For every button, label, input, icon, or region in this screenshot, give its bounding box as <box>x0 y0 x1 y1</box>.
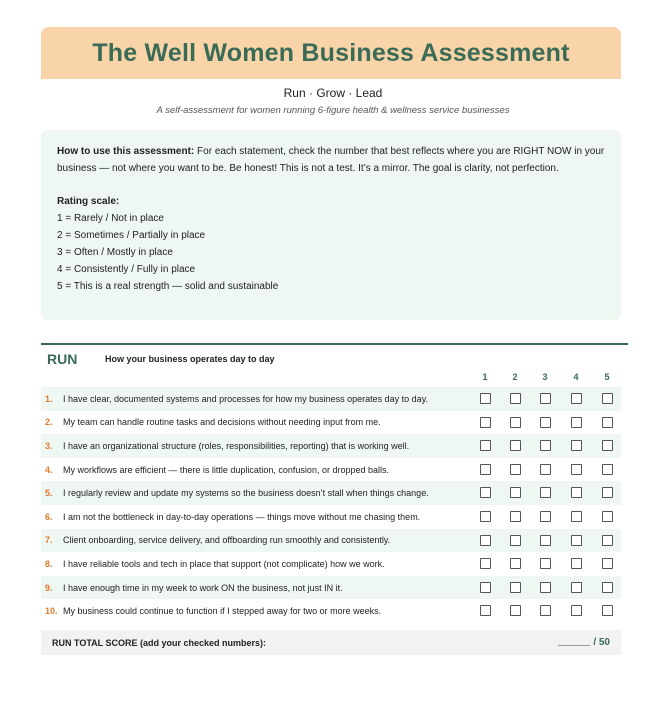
rating-scale-title: Rating scale: <box>57 196 120 207</box>
score-blank[interactable] <box>558 645 590 646</box>
rating-checkbox-4[interactable] <box>571 582 582 593</box>
rating-checkbox-5[interactable] <box>602 535 613 546</box>
rating-checkbox-3[interactable] <box>540 605 551 616</box>
rating-checkbox-1[interactable] <box>480 393 491 404</box>
rating-checkbox-5[interactable] <box>602 558 613 569</box>
statement-row <box>41 576 621 600</box>
rating-checkbox-3[interactable] <box>540 464 551 475</box>
statement-number: 2. <box>45 417 53 428</box>
rating-checkbox-3[interactable] <box>540 511 551 522</box>
rating-scale-item: 3 = Often / Mostly in place <box>57 247 173 258</box>
section-description: How your business operates day to day <box>105 354 275 364</box>
column-header-4: 4 <box>573 372 579 382</box>
section-divider <box>41 343 628 345</box>
statement-row <box>41 552 621 576</box>
column-header-2: 2 <box>512 372 518 382</box>
rating-checkbox-4[interactable] <box>571 417 582 428</box>
rating-checkbox-3[interactable] <box>540 535 551 546</box>
rating-checkbox-3[interactable] <box>540 558 551 569</box>
rating-checkbox-1[interactable] <box>480 582 491 593</box>
statement-number: 5. <box>45 488 53 499</box>
total-score-field[interactable] <box>558 637 610 648</box>
rating-checkbox-4[interactable] <box>571 535 582 546</box>
statement-number: 8. <box>45 558 53 569</box>
statement-text: Client onboarding, service delivery, and offboarding run smoothly and consistently. <box>63 535 391 546</box>
rating-checkbox-1[interactable] <box>480 535 491 546</box>
rating-checkbox-4[interactable] <box>571 487 582 498</box>
instructions-body: For each statement, check the number that best reflects where you are RIGHT NOW in your business — not where you want to be. Be honest! This is not a test. It’s a mirror. The goal is clarity, not perfection. <box>57 146 605 174</box>
statement-row <box>41 529 621 553</box>
rating-checkbox-4[interactable] <box>571 605 582 616</box>
rating-checkbox-2[interactable] <box>510 582 521 593</box>
statement-row <box>41 387 621 411</box>
rating-checkbox-1[interactable] <box>480 417 491 428</box>
rating-checkbox-2[interactable] <box>510 417 521 428</box>
rating-checkbox-2[interactable] <box>510 487 521 498</box>
rating-scale-item: 4 = Consistently / Fully in place <box>57 264 196 275</box>
rating-checkbox-5[interactable] <box>602 440 613 451</box>
title-banner <box>41 27 621 79</box>
rating-scale-item: 1 = Rarely / Not in place <box>57 213 164 224</box>
tagline: Run · Grow · Lead <box>283 86 383 100</box>
rating-checkbox-5[interactable] <box>602 464 613 475</box>
statement-text: I am not the bottleneck in day-to-day operations — things move without me chasing them. <box>63 511 421 522</box>
statement-row <box>41 434 621 458</box>
rating-checkbox-3[interactable] <box>540 417 551 428</box>
rating-checkbox-5[interactable] <box>602 605 613 616</box>
rating-checkbox-5[interactable] <box>602 417 613 428</box>
rating-checkbox-4[interactable] <box>571 558 582 569</box>
statement-row <box>41 599 621 623</box>
rating-checkbox-5[interactable] <box>602 511 613 522</box>
statement-row <box>41 481 621 505</box>
rating-checkbox-2[interactable] <box>510 393 521 404</box>
rating-checkbox-1[interactable] <box>480 464 491 475</box>
rating-checkbox-4[interactable] <box>571 511 582 522</box>
column-header-1: 1 <box>482 372 488 382</box>
rating-scale-item: 5 = This is a real strength — solid and sustainable <box>57 281 279 292</box>
statement-text: My workflows are efficient — there is little duplication, confusion, or dropped balls. <box>63 464 389 475</box>
statement-row <box>41 411 621 435</box>
statement-text: I have reliable tools and tech in place that support (not complicate) how we work. <box>63 558 385 569</box>
rating-checkbox-2[interactable] <box>510 535 521 546</box>
rating-checkbox-2[interactable] <box>510 558 521 569</box>
column-header-5: 5 <box>604 372 610 382</box>
statement-number: 1. <box>45 393 53 404</box>
subtitle: A self-assessment for women running 6-figure health & wellness service businesses <box>156 105 510 116</box>
statement-number: 7. <box>45 535 53 546</box>
column-header-3: 3 <box>542 372 548 382</box>
statement-number: 3. <box>45 440 53 451</box>
rating-checkbox-1[interactable] <box>480 487 491 498</box>
statement-number: 9. <box>45 582 53 593</box>
rating-checkbox-1[interactable] <box>480 511 491 522</box>
total-score-suffix: / 50 <box>593 637 610 648</box>
rating-checkbox-3[interactable] <box>540 582 551 593</box>
rating-checkbox-4[interactable] <box>571 393 582 404</box>
section-title: RUN <box>47 351 78 367</box>
instructions-lead: How to use this assessment: <box>57 146 195 157</box>
statement-row <box>41 458 621 482</box>
total-score-label: RUN TOTAL SCORE (add your checked numbers): <box>52 637 267 648</box>
rating-checkbox-1[interactable] <box>480 605 491 616</box>
page-title: The Well Women Business Assessment <box>92 38 570 67</box>
instructions-panel <box>41 130 621 320</box>
rating-checkbox-1[interactable] <box>480 558 491 569</box>
rating-checkbox-5[interactable] <box>602 487 613 498</box>
rating-checkbox-4[interactable] <box>571 464 582 475</box>
rating-checkbox-3[interactable] <box>540 487 551 498</box>
statement-text: My team can handle routine tasks and decisions without needing input from me. <box>63 417 381 428</box>
statement-row <box>41 505 621 529</box>
rating-checkbox-1[interactable] <box>480 440 491 451</box>
rating-checkbox-3[interactable] <box>540 393 551 404</box>
rating-checkbox-2[interactable] <box>510 464 521 475</box>
rating-scale-item: 2 = Sometimes / Partially in place <box>57 230 206 241</box>
rating-checkbox-2[interactable] <box>510 605 521 616</box>
statement-number: 10. <box>45 606 58 617</box>
statement-text: I have enough time in my week to work ON the business, not just IN it. <box>63 582 343 593</box>
statement-list <box>41 387 621 623</box>
statement-text: My business could continue to function if I stepped away for two or more weeks. <box>63 606 382 617</box>
statement-number: 4. <box>45 464 53 475</box>
total-score-bar <box>41 630 621 655</box>
rating-checkbox-5[interactable] <box>602 393 613 404</box>
rating-checkbox-5[interactable] <box>602 582 613 593</box>
rating-checkbox-3[interactable] <box>540 440 551 451</box>
statement-number: 6. <box>45 511 53 522</box>
rating-checkbox-4[interactable] <box>571 440 582 451</box>
statement-text: I regularly review and update my systems so the business doesn’t stall when things change. <box>63 488 429 499</box>
instructions-text <box>57 143 605 177</box>
rating-checkbox-2[interactable] <box>510 440 521 451</box>
statement-text: I have clear, documented systems and processes for how my business operates day to day. <box>63 393 429 404</box>
statement-text: I have an organizational structure (roles, responsibilities, reporting) that is working well. <box>63 440 410 451</box>
rating-checkbox-2[interactable] <box>510 511 521 522</box>
